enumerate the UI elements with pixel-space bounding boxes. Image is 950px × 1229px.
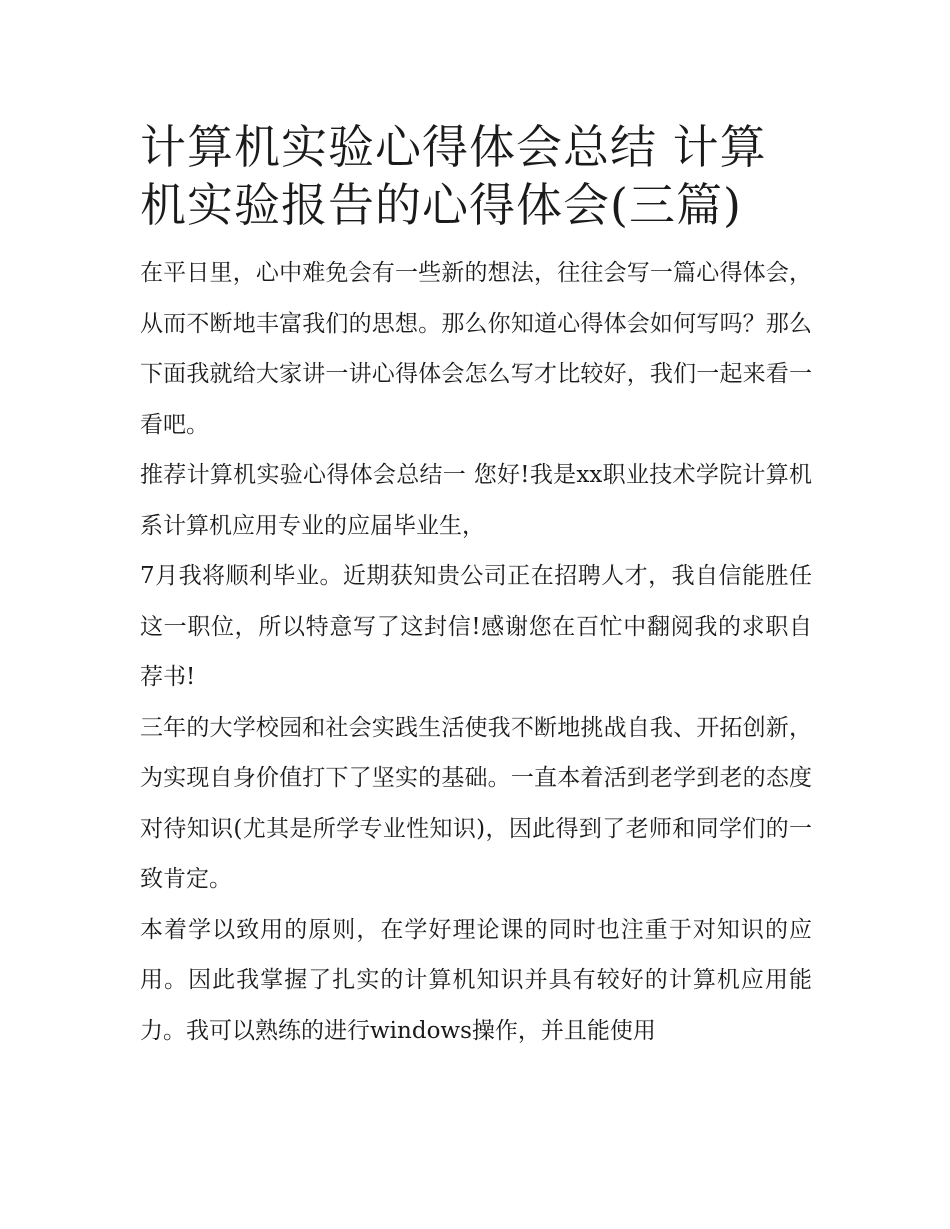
paragraph-intro: 在平日里，心中难免会有一些新的想法，往往会写一篇心得体会，从而不断地丰富我们的思想。那么你知道心得体会如何写吗？那么下面我就给大家讲一讲心得体会怎么写才比较好，我们一起来看一看吧。 bbox=[140, 260, 812, 438]
document-title: 计算机实验心得体会总结 计算机实验报告的心得体会(三篇) bbox=[140, 120, 767, 232]
paragraph-greeting: 推荐计算机实验心得体会总结一 您好!我是xx职业技术学院计算机系计算机应用专业的应届毕业生， bbox=[140, 462, 812, 539]
paragraph-graduation: 7月我将顺利毕业。近期获知贵公司正在招聘人才，我自信能胜任这一职位，所以特意写了这封信!感谢您在百忙中翻阅我的求职自荐书! bbox=[140, 563, 812, 690]
paragraph-skills: 本着学以致用的原则，在学好理论课的同时也注重于对知识的应用。因此我掌握了扎实的计算机知识并具有较好的计算机应用能力。我可以熟练的进行windows操作，并且能使用 bbox=[140, 916, 812, 1044]
document-body bbox=[140, 118, 812, 1056]
paragraph-university-life: 三年的大学校园和社会实践生活使我不断地挑战自我、开拓创新，为实现自身价值打下了坚实的基础。一直本着活到老学到老的态度对待知识(尤其是所学专业性知识)，因此得到了老师和同学们的一致肯定。 bbox=[140, 714, 812, 892]
